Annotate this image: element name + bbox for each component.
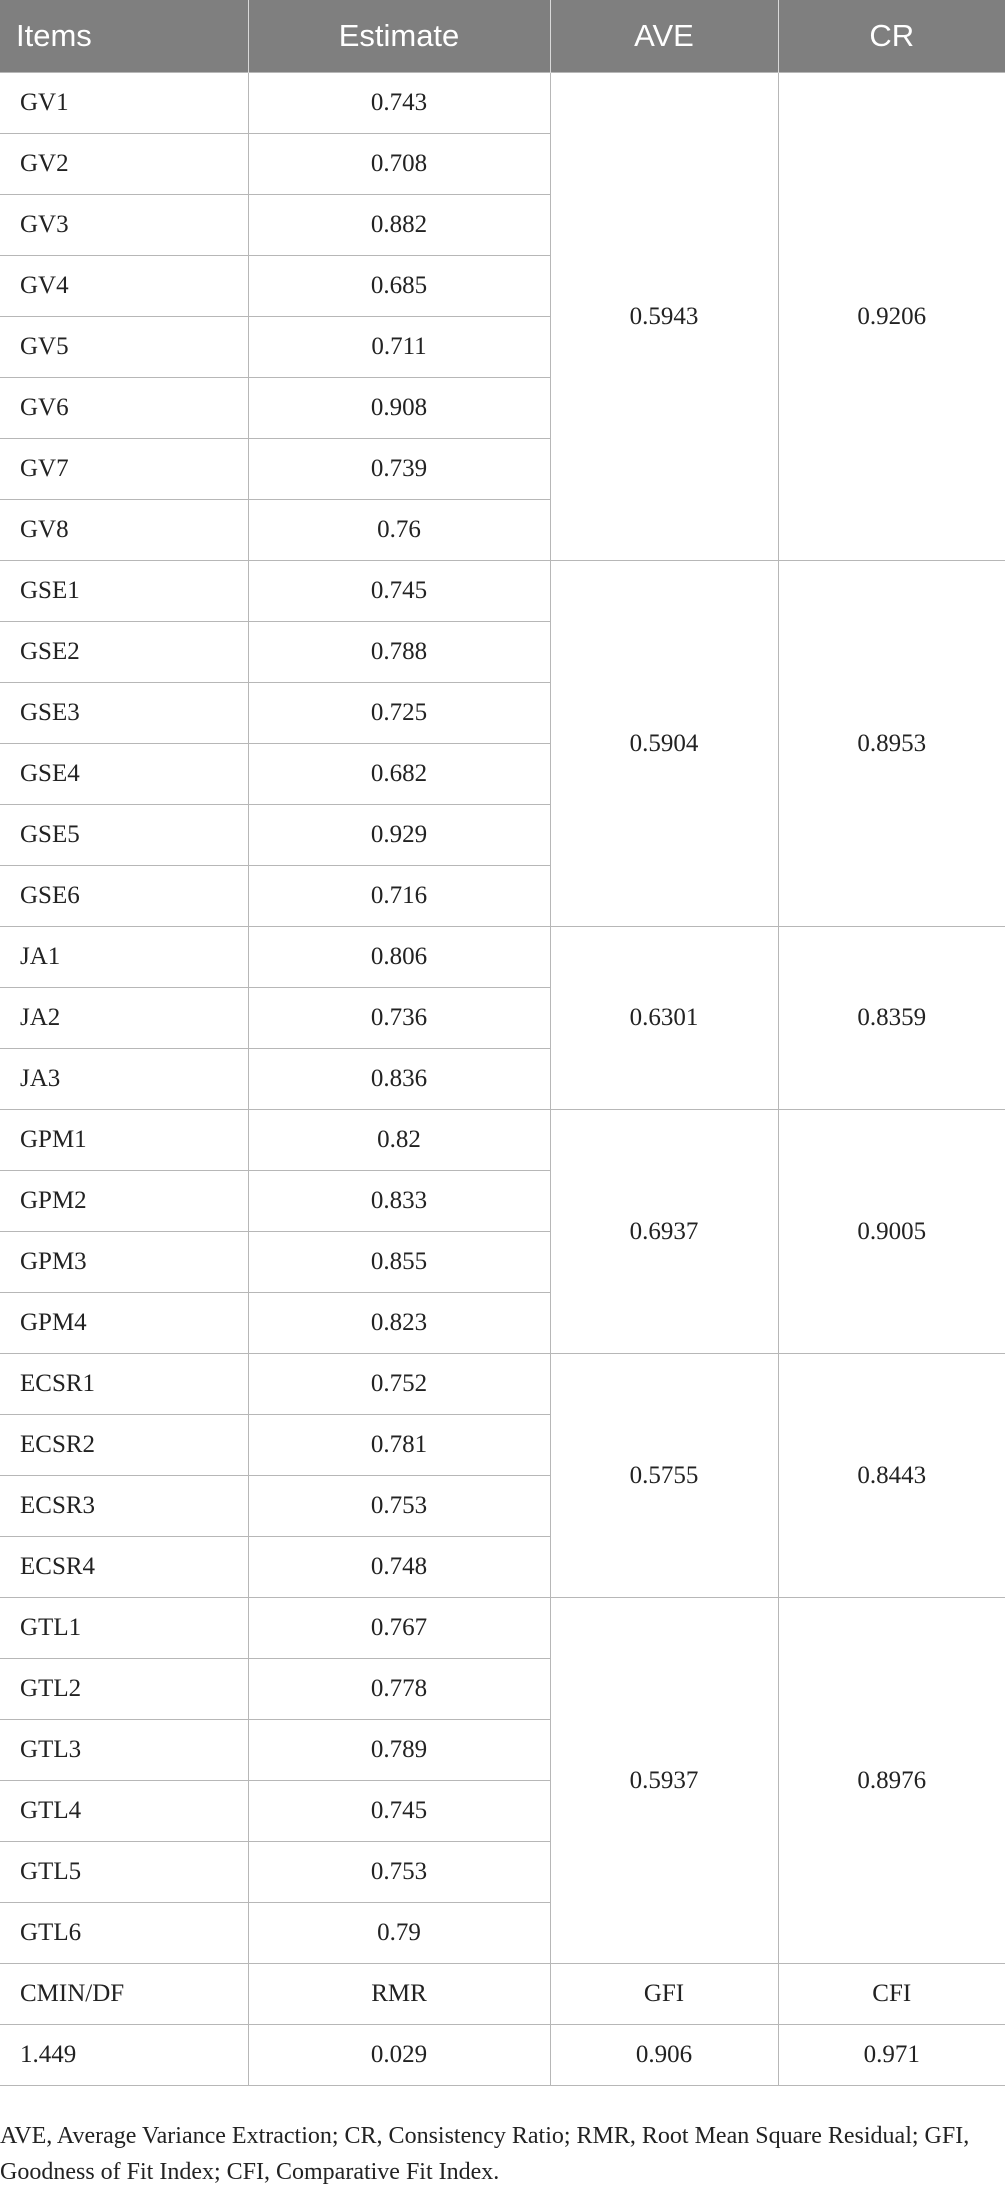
estimate-cell: 0.778 <box>248 1659 550 1720</box>
fit-index-value-cell: 0.906 <box>550 2025 778 2086</box>
estimate-cell: 0.76 <box>248 500 550 561</box>
item-name-cell: JA1 <box>0 927 248 988</box>
estimate-cell: 0.789 <box>248 1720 550 1781</box>
estimate-cell: 0.753 <box>248 1842 550 1903</box>
ave-cell: 0.5904 <box>550 561 778 927</box>
estimate-cell: 0.748 <box>248 1537 550 1598</box>
ave-cell: 0.5755 <box>550 1354 778 1598</box>
estimate-cell: 0.753 <box>248 1476 550 1537</box>
estimate-cell: 0.836 <box>248 1049 550 1110</box>
item-name-cell: JA3 <box>0 1049 248 1110</box>
item-name-cell: GV8 <box>0 500 248 561</box>
item-name-cell: GPM4 <box>0 1293 248 1354</box>
estimate-cell: 0.823 <box>248 1293 550 1354</box>
item-name-cell: GTL5 <box>0 1842 248 1903</box>
table-body <box>0 73 1005 2086</box>
item-name-cell: GSE4 <box>0 744 248 805</box>
estimate-cell: 0.79 <box>248 1903 550 1964</box>
table-row <box>0 1598 1005 1659</box>
estimate-cell: 0.682 <box>248 744 550 805</box>
item-name-cell: GTL1 <box>0 1598 248 1659</box>
cr-cell: 0.9206 <box>778 73 1005 561</box>
estimate-cell: 0.743 <box>248 73 550 134</box>
ave-cell: 0.5943 <box>550 73 778 561</box>
estimate-cell: 0.908 <box>248 378 550 439</box>
item-name-cell: GSE6 <box>0 866 248 927</box>
item-name-cell: GTL4 <box>0 1781 248 1842</box>
table-row <box>0 1110 1005 1171</box>
fit-index-label-row <box>0 1964 1005 2025</box>
fit-index-value-cell: 0.029 <box>248 2025 550 2086</box>
cr-cell: 0.8953 <box>778 561 1005 927</box>
item-name-cell: GSE3 <box>0 683 248 744</box>
item-name-cell: GTL3 <box>0 1720 248 1781</box>
estimate-cell: 0.685 <box>248 256 550 317</box>
table-row <box>0 561 1005 622</box>
item-name-cell: JA2 <box>0 988 248 1049</box>
ave-cell: 0.6301 <box>550 927 778 1110</box>
estimate-cell: 0.855 <box>248 1232 550 1293</box>
estimate-cell: 0.745 <box>248 561 550 622</box>
item-name-cell: GPM3 <box>0 1232 248 1293</box>
item-name-cell: GTL2 <box>0 1659 248 1720</box>
item-name-cell: GV6 <box>0 378 248 439</box>
item-name-cell: GSE5 <box>0 805 248 866</box>
item-name-cell: GPM1 <box>0 1110 248 1171</box>
estimate-cell: 0.788 <box>248 622 550 683</box>
cr-cell: 0.8359 <box>778 927 1005 1110</box>
table-row <box>0 1354 1005 1415</box>
estimate-cell: 0.882 <box>248 195 550 256</box>
estimate-cell: 0.736 <box>248 988 550 1049</box>
estimate-cell: 0.739 <box>248 439 550 500</box>
estimate-cell: 0.767 <box>248 1598 550 1659</box>
item-name-cell: GV1 <box>0 73 248 134</box>
header-estimate: Estimate <box>248 0 550 73</box>
estimate-cell: 0.716 <box>248 866 550 927</box>
item-name-cell: GV7 <box>0 439 248 500</box>
ave-cell: 0.6937 <box>550 1110 778 1354</box>
item-name-cell: GV3 <box>0 195 248 256</box>
item-name-cell: GTL6 <box>0 1903 248 1964</box>
estimate-cell: 0.82 <box>248 1110 550 1171</box>
header-items: Items <box>0 0 248 73</box>
fit-index-value-cell: 1.449 <box>0 2025 248 2086</box>
header-ave: AVE <box>550 0 778 73</box>
fit-index-value-row <box>0 2025 1005 2086</box>
estimate-cell: 0.745 <box>248 1781 550 1842</box>
ave-cell: 0.5937 <box>550 1598 778 1964</box>
item-name-cell: ECSR2 <box>0 1415 248 1476</box>
fit-index-value-cell: 0.971 <box>778 2025 1005 2086</box>
header-cr: CR <box>778 0 1005 73</box>
estimate-cell: 0.929 <box>248 805 550 866</box>
item-name-cell: GV5 <box>0 317 248 378</box>
item-name-cell: ECSR4 <box>0 1537 248 1598</box>
estimate-cell: 0.725 <box>248 683 550 744</box>
table-row <box>0 927 1005 988</box>
table-row <box>0 73 1005 134</box>
item-name-cell: GSE2 <box>0 622 248 683</box>
fit-index-label-cell: GFI <box>550 1964 778 2025</box>
cr-cell: 0.8443 <box>778 1354 1005 1598</box>
item-name-cell: GPM2 <box>0 1171 248 1232</box>
table-header-row <box>0 0 1005 73</box>
fit-index-label-cell: CMIN/DF <box>0 1964 248 2025</box>
table-footnote: AVE, Average Variance Extraction; CR, Consistency Ratio; RMR, Root Mean Square Residual; GFI, Goodness of Fit Index; CFI, Comparative Fit Index. <box>0 2123 970 2185</box>
fit-index-label-cell: CFI <box>778 1964 1005 2025</box>
item-name-cell: ECSR3 <box>0 1476 248 1537</box>
estimate-cell: 0.781 <box>248 1415 550 1476</box>
cr-cell: 0.9005 <box>778 1110 1005 1354</box>
item-name-cell: GV4 <box>0 256 248 317</box>
estimate-cell: 0.708 <box>248 134 550 195</box>
estimate-cell: 0.752 <box>248 1354 550 1415</box>
estimate-cell: 0.711 <box>248 317 550 378</box>
item-name-cell: GV2 <box>0 134 248 195</box>
estimate-cell: 0.833 <box>248 1171 550 1232</box>
estimate-cell: 0.806 <box>248 927 550 988</box>
fit-index-label-cell: RMR <box>248 1964 550 2025</box>
item-name-cell: ECSR1 <box>0 1354 248 1415</box>
cr-cell: 0.8976 <box>778 1598 1005 1964</box>
item-name-cell: GSE1 <box>0 561 248 622</box>
